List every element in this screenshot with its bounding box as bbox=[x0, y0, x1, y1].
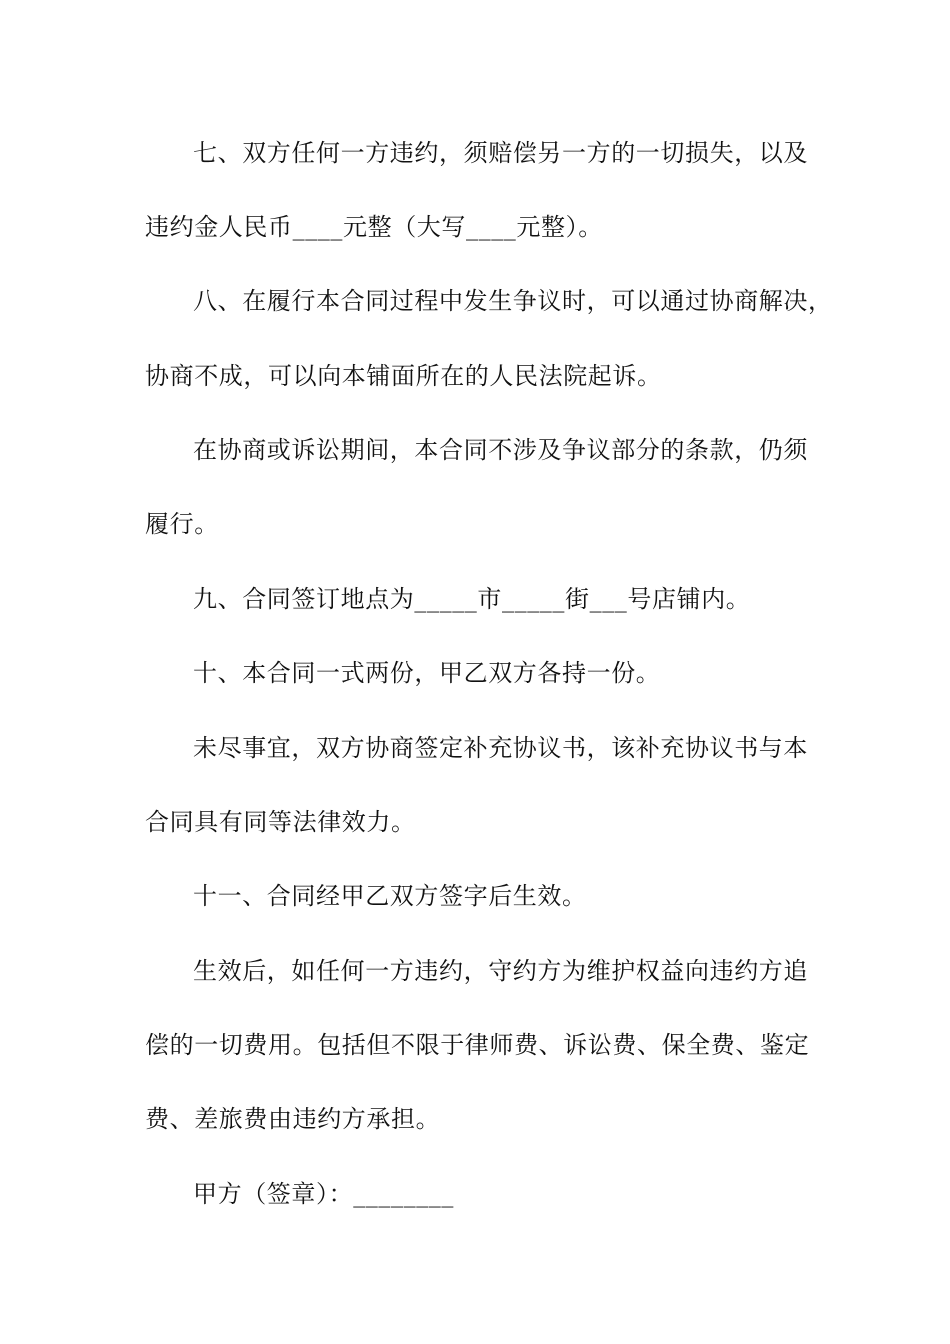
supplement-line-1: 未尽事宜，双方协商签定补充协议书，该补充协议书与本 bbox=[193, 734, 808, 762]
dispute-period-line-2: 履行。 bbox=[145, 510, 219, 538]
clause-10-line: 十、本合同一式两份，甲乙双方各持一份。 bbox=[193, 659, 661, 687]
effect-line-1: 生效后，如任何一方违约，守约方为维护权益向违约方追 bbox=[193, 957, 808, 985]
clause-8-line-2: 协商不成，可以向本铺面所在的人民法院起诉。 bbox=[145, 362, 662, 390]
effect-line-2: 偿的一切费用。包括但不限于律师费、诉讼费、保全费、鉴定 bbox=[145, 1031, 810, 1059]
dispute-period-line-1: 在协商或诉讼期间，本合同不涉及争议部分的条款，仍须 bbox=[193, 436, 808, 464]
clause-9-line: 九、合同签订地点为_____市_____街___号店铺内。 bbox=[193, 585, 751, 613]
clause-11-line: 十一、合同经甲乙双方签字后生效。 bbox=[193, 882, 587, 910]
clause-7-line-2: 违约金人民币____元整（大写____元整）。 bbox=[145, 213, 603, 241]
clause-8-line-1: 八、在履行本合同过程中发生争议时，可以通过协商解决， bbox=[193, 287, 833, 315]
party-a-signature-line: 甲方（签章）：________ bbox=[193, 1180, 454, 1208]
supplement-line-2: 合同具有同等法律效力。 bbox=[145, 808, 416, 836]
clause-7-line-1: 七、双方任何一方违约，须赔偿另一方的一切损失，以及 bbox=[193, 139, 808, 167]
effect-line-3: 费、差旅费由违约方承担。 bbox=[145, 1105, 441, 1133]
